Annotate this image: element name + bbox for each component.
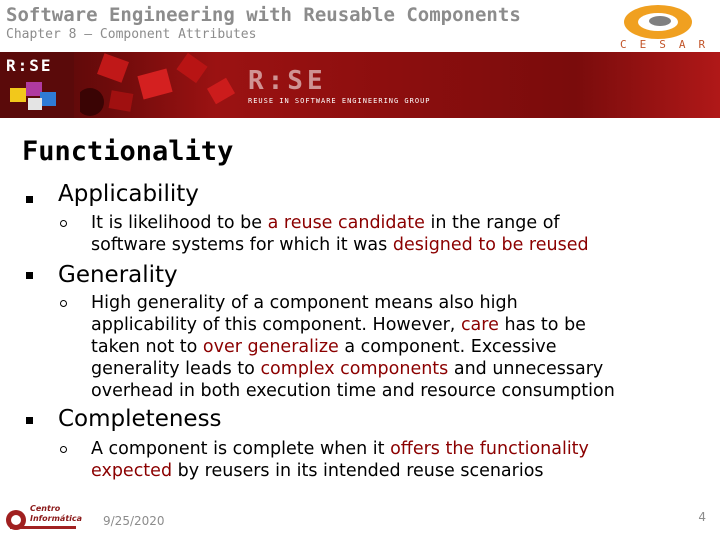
bullet-text-line: applicability of this component. However, care has to be — [91, 315, 586, 335]
bullet-text-line: expected by reusers in its intended reuse scenarios — [91, 461, 544, 481]
rise-tagline: REUSE IN SOFTWARE ENGINEERING GROUP — [248, 97, 431, 105]
bullet-circle-icon — [60, 220, 67, 227]
bullet-heading: Generality — [58, 262, 178, 288]
bullet-text-line: overhead in both execution time and resource consumption — [91, 381, 615, 401]
header-subtitle: Chapter 8 – Component Attributes — [6, 27, 257, 42]
puzzle-pieces-graphic — [80, 52, 250, 118]
bullet-square-icon — [26, 272, 33, 279]
page-number: 4 — [698, 510, 706, 524]
bullet-text-line: It is likelihood to be a reuse candidate in the range of — [91, 213, 560, 233]
header-title: Software Engineering with Reusable Components — [6, 4, 521, 26]
bullet-text-line: software systems for which it was designed to be reused — [91, 235, 589, 255]
bullet-text-line: generality leads to complex components and unnecessary — [91, 359, 604, 379]
bullet-square-icon — [26, 417, 33, 424]
puzzle-icon — [10, 78, 62, 112]
cesar-logo-text: CESAR — [620, 38, 719, 51]
rise-logo-small: R:SE — [6, 56, 53, 75]
bullet-heading: Applicability — [58, 181, 199, 207]
slide-title: Functionality — [22, 136, 234, 167]
centro-informatica-text-1: Centro — [30, 504, 61, 513]
centro-informatica-text-2: Informática — [30, 514, 83, 523]
bullet-square-icon — [26, 196, 33, 203]
bullet-circle-icon — [60, 300, 67, 307]
rise-logo-large: R:SE — [248, 66, 327, 96]
bullet-text-line: taken not to over generalize a component. Excessive — [91, 337, 557, 357]
bullet-circle-icon — [60, 446, 67, 453]
slide-date: 9/25/2020 — [103, 514, 165, 528]
bullet-heading: Completeness — [58, 406, 222, 432]
bullet-text-line: A component is complete when it offers the functionality — [91, 439, 589, 459]
rise-banner — [0, 52, 720, 118]
bullet-text-line: High generality of a component means also high — [91, 293, 518, 313]
